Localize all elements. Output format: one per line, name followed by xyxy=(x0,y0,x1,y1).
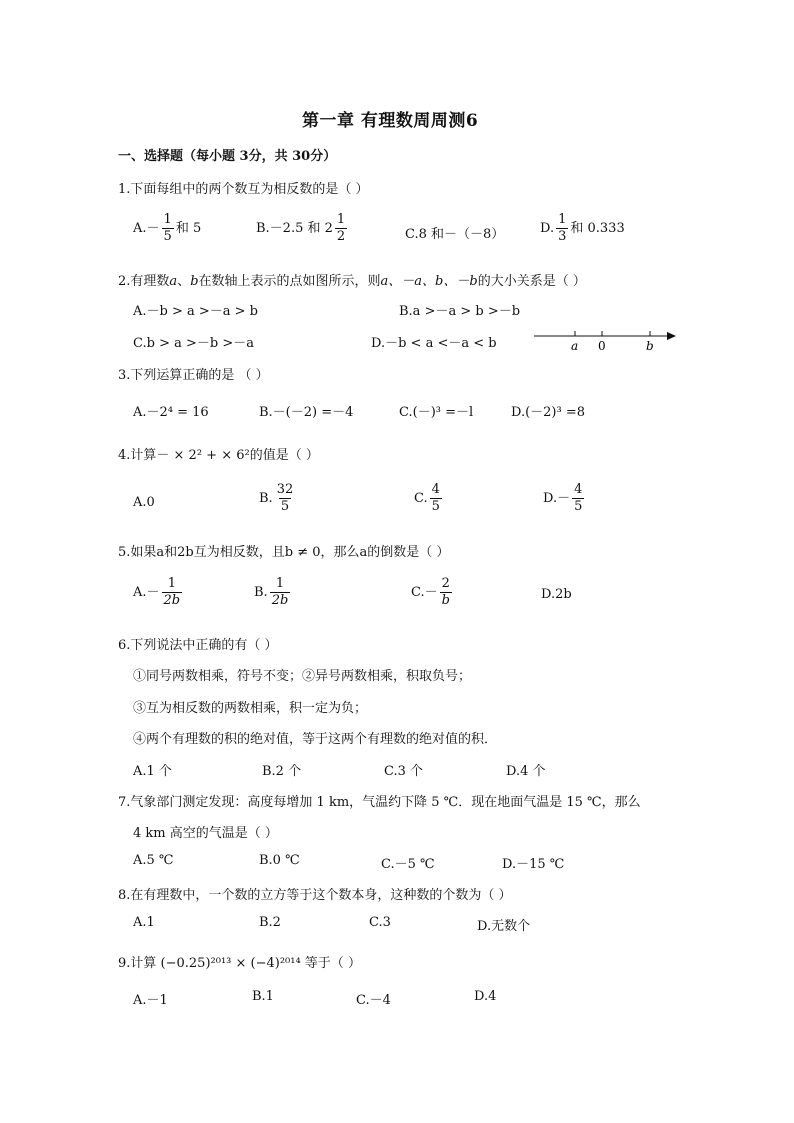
q9-option-c: C.－4 xyxy=(356,993,391,1008)
q8-option-d: D.无数个 xyxy=(477,919,531,934)
axis-label-0: 0 xyxy=(598,339,606,353)
q6-option-a: A.1 个 xyxy=(133,764,172,779)
q7-option-a: A.5 ℃ xyxy=(133,853,174,868)
q8-option-b: B.2 xyxy=(259,915,281,930)
q8-stem: 8.在有理数中，一个数的立方等于这个数本身，这种数的个数为（ ） xyxy=(118,888,512,903)
q3-option-c: C.(－)³ =－l xyxy=(399,405,474,420)
q1-stem: 1.下面每组中的两个数互为相反数的是（ ） xyxy=(118,182,369,197)
q5-option-b: B. $\frac{1}{2b}$ xyxy=(254,576,289,608)
q3-option-b: B.－(－2) =－4 xyxy=(259,405,354,420)
q2-stem: 2.有理数a、b在数轴上表示的点如图所示，则a、－a、b、－b的大小关系是（ ） xyxy=(118,274,586,289)
q7-option-c: C.－5 ℃ xyxy=(381,857,435,872)
q4-option-d: D.－ $\frac{4}{5}$ xyxy=(543,482,583,514)
number-line-arrow xyxy=(667,332,676,340)
q1-option-a: A.－ $\frac{1}{5}$ 和 5 xyxy=(133,212,202,244)
q2-option-c: C.b > a >－b >－a xyxy=(133,336,254,351)
q6-option-d: D.4 个 xyxy=(506,764,546,779)
q2-option-d: D.－b < a <－a < b xyxy=(371,336,497,351)
q3-option-a: A.－2⁴ = 16 xyxy=(133,405,209,420)
q6-stem: 6.下列说法中正确的有（ ） xyxy=(118,638,278,653)
q5-option-c: C.－ $\frac{2}{b}$ xyxy=(411,576,450,608)
number-line-figure xyxy=(530,326,680,354)
q4-option-a: A.0 xyxy=(133,495,155,510)
q9-option-a: A.－1 xyxy=(133,993,168,1008)
q7-stem-line2: 4 km 高空的气温是（ ） xyxy=(133,826,278,841)
q4-option-c: C. $\frac{4}{5}$ xyxy=(414,482,440,514)
page-title: 第一章 有理数周周测6 xyxy=(302,111,479,131)
axis-label-a: a xyxy=(571,339,579,353)
q6-statement-1-2: ①同号两数相乘，符号不变；②异号两数相乘，积取负号； xyxy=(133,669,472,684)
q1-option-d: D. $\frac{1}{3}$ 和 0.333 xyxy=(540,212,625,244)
q5-stem: 5.如果a和2b互为相反数，且b ≠ 0，那么a的倒数是（ ） xyxy=(118,545,450,560)
q8-option-a: A.1 xyxy=(133,915,155,930)
q9-option-b: B.1 xyxy=(252,989,274,1004)
q6-statement-3: ③互为相反数的两数相乘，积一定为负； xyxy=(133,701,368,716)
q1-option-c: C.8 和－（－8） xyxy=(405,227,505,242)
q9-option-d: D.4 xyxy=(474,989,497,1004)
q6-option-b: B.2 个 xyxy=(262,764,302,779)
q3-stem: 3.下列运算正确的是 （ ） xyxy=(118,368,269,383)
q7-option-d: D.－15 ℃ xyxy=(502,857,565,872)
q6-option-c: C.3 个 xyxy=(384,764,424,779)
q7-option-b: B.0 ℃ xyxy=(259,853,300,868)
q8-option-c: C.3 xyxy=(369,915,391,930)
q2-option-a: A.－b > a >－a > b xyxy=(133,304,259,319)
q1-option-b: B.－2.5 和 2 $\frac{1}{2}$ xyxy=(256,212,346,244)
q3-option-d: D.(－2)³ =8 xyxy=(511,405,586,420)
q2-option-b: B.a >－a > b >－b xyxy=(399,304,521,319)
section-heading: 一、选择题（每小题 3分，共 30分） xyxy=(118,149,337,164)
q4-stem: 4.计算－ × 2² + × 6²的值是（ ） xyxy=(118,448,319,463)
q7-stem-line1: 7.气象部门测定发现：高度每增加 1 km，气温约下降 5 ℃．现在地面气温是 15 ℃，那么 xyxy=(118,795,641,810)
q4-option-b: B. $\frac{32}{5}$ xyxy=(259,482,294,514)
q9-stem: 9.计算 (−0.25)²⁰¹³ × (−4)²⁰¹⁴ 等于（ ） xyxy=(118,956,361,971)
q5-option-a: A.－ $\frac{1}{2b}$ xyxy=(133,576,181,608)
q5-option-d: D.2b xyxy=(541,587,572,602)
axis-label-b: b xyxy=(646,339,654,353)
q6-statement-4: ④两个有理数的积的绝对值，等于这两个有理数的绝对值的积． xyxy=(133,732,498,747)
